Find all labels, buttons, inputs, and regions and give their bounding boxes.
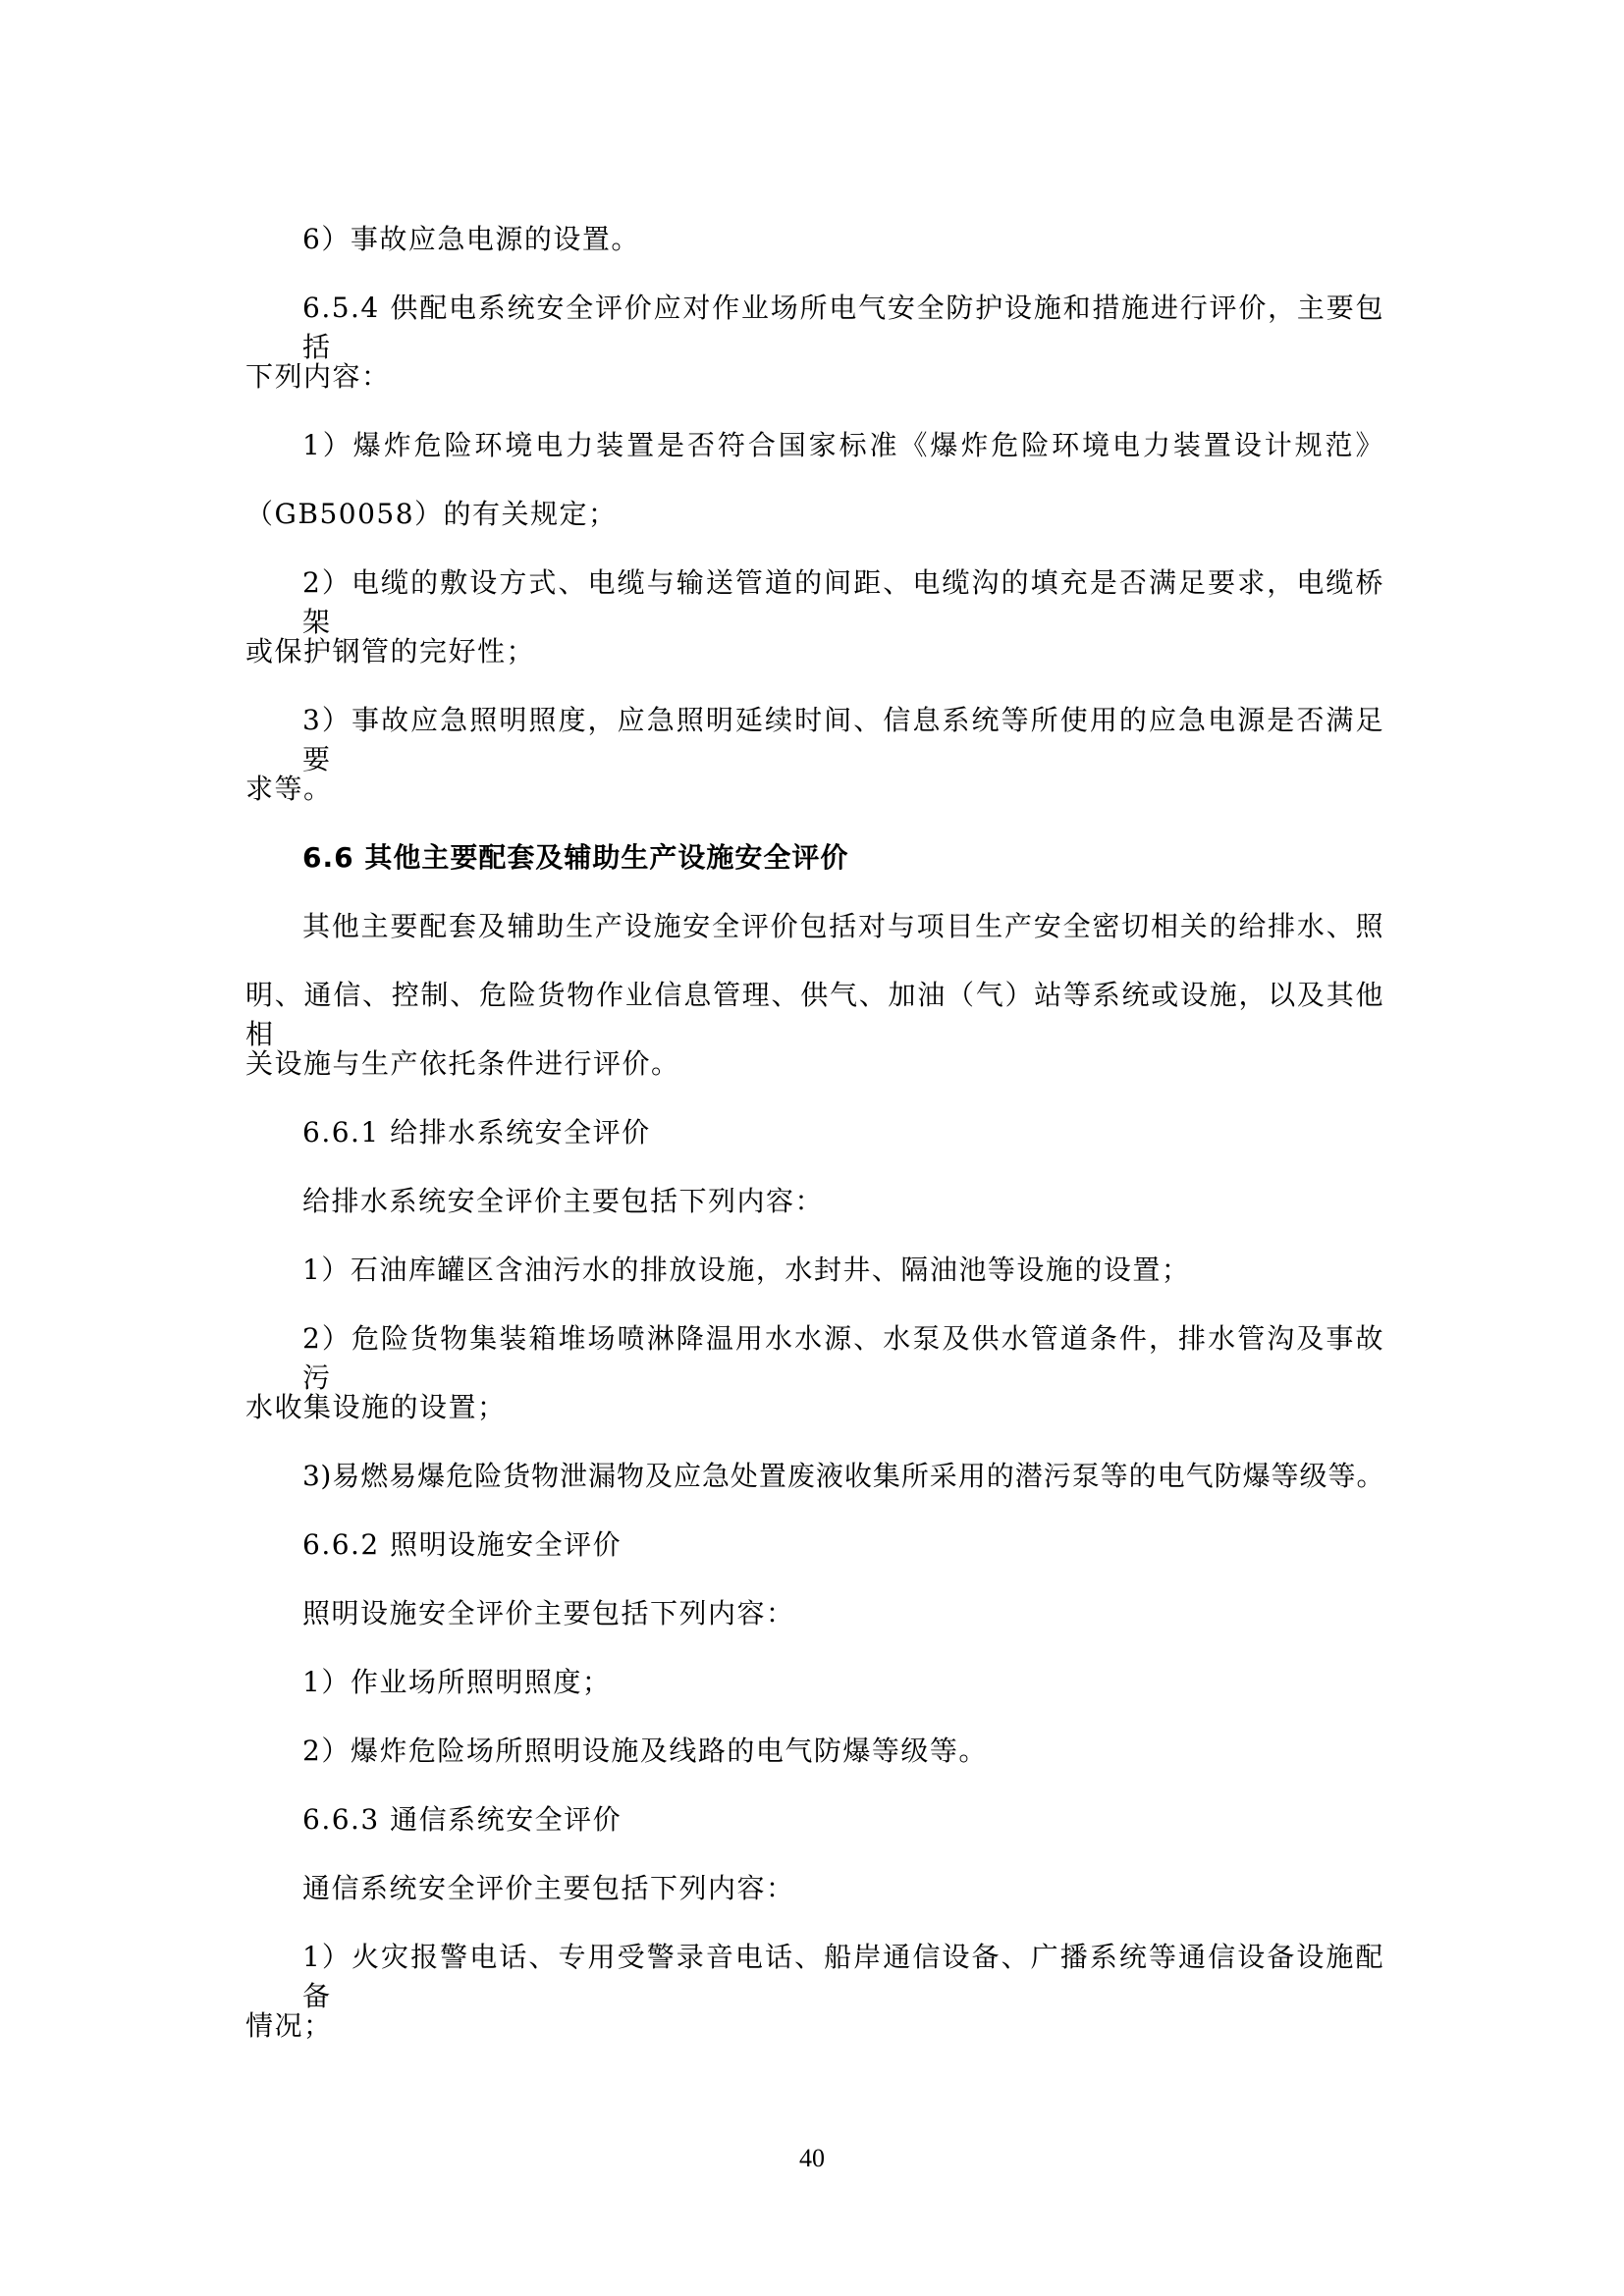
paragraph-line: 明、通信、控制、危险货物作业信息管理、供气、加油（气）站等系统或设施，以及其他相 [245, 979, 1384, 1050]
paragraph-line: 关设施与生产依托条件进行评价。 [245, 1047, 680, 1080]
page-number: 40 [799, 2144, 825, 2172]
text-line: （GB50058）的有关规定； [245, 498, 618, 530]
clause-6-6-2: 6.6.2 照明设施安全评价 [302, 1528, 623, 1561]
text-line: 水收集设施的设置； [245, 1391, 507, 1423]
clause-6-6-1: 6.6.1 给排水系统安全评价 [302, 1116, 651, 1148]
section-heading: 6.6 其他主要配套及辅助生产设施安全评价 [302, 841, 849, 874]
text-line: 下列内容： [245, 360, 391, 393]
text-line: 给排水系统安全评价主要包括下列内容： [302, 1185, 825, 1217]
list-item: 2）电缆的敷设方式、电缆与输送管道的间距、电缆沟的填充是否满足要求，电缆桥架 [302, 566, 1384, 638]
text-line: 求等。 [245, 773, 333, 805]
text-line: 通信系统安全评价主要包括下列内容： [302, 1872, 795, 1904]
clause-6-6-3: 6.6.3 通信系统安全评价 [302, 1803, 623, 1836]
list-item: 1）火灾报警电话、专用受警录音电话、船岸通信设备、广播系统等通信设备设施配备 [302, 1941, 1384, 2012]
clause-6-5-4: 6.5.4 供配电系统安全评价应对作业场所电气安全防护设施和措施进行评价，主要包括 [302, 292, 1384, 363]
list-item: 2）危险货物集装箱堆场喷淋降温用水水源、水泵及供水管道条件，排水管沟及事故污 [302, 1322, 1384, 1394]
paragraph-line: 其他主要配套及辅助生产设施安全评价包括对与项目生产安全密切相关的给排水、照 [302, 910, 1384, 942]
text-line: 情况； [245, 2009, 333, 2042]
list-item: 1）作业场所照明照度； [302, 1666, 612, 1698]
list-item: 2）爆炸危险场所照明设施及线路的电气防爆等级等。 [302, 1735, 988, 1767]
text-line: 或保护钢管的完好性； [245, 635, 536, 667]
text-line: 照明设施安全评价主要包括下列内容： [302, 1597, 795, 1629]
list-item: 1）爆炸危险环境电力装置是否符合国家标准《爆炸危险环境电力装置设计规范》 [302, 429, 1384, 461]
list-item: 3)易燃易爆危险货物泄漏物及应急处置废液收集所采用的潜污泵等的电气防爆等级等。 [302, 1460, 1384, 1492]
list-item: 3）事故应急照明照度，应急照明延续时间、信息系统等所使用的应急电源是否满足要 [302, 704, 1384, 775]
list-item: 6）事故应急电源的设置。 [302, 223, 640, 255]
list-item: 1）石油库罐区含油污水的排放设施，水封井、隔油池等设施的设置； [302, 1254, 1191, 1286]
